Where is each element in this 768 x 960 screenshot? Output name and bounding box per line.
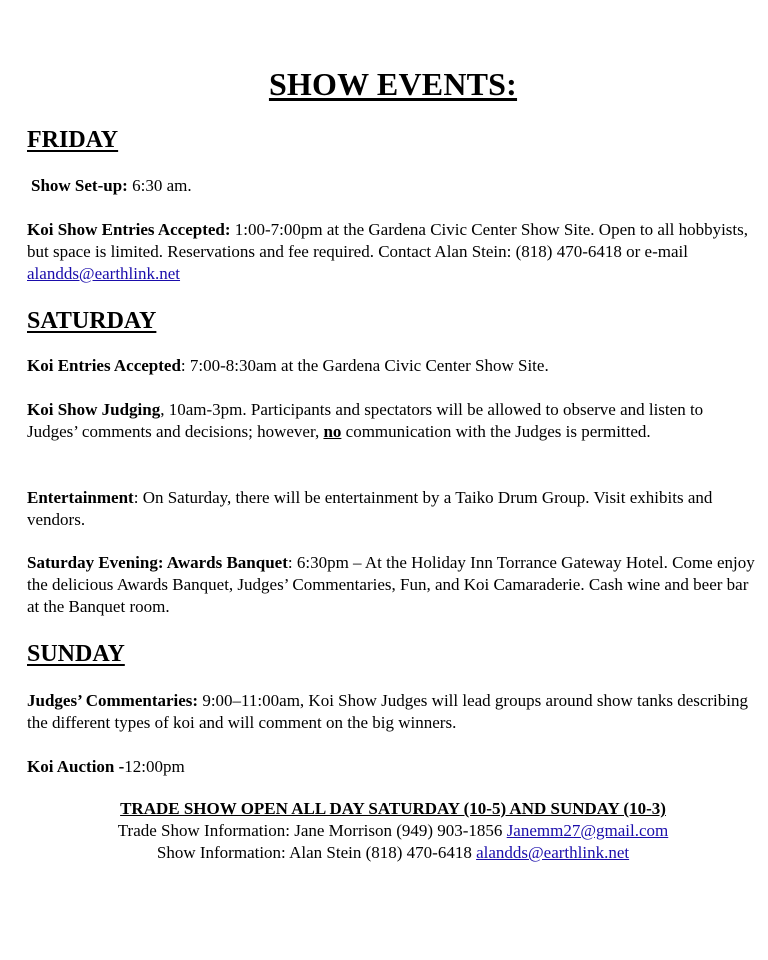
friday-setup-label: Show Set-up: [31,176,128,195]
sunday-auction [27,756,757,778]
sunday-commentaries-label: Judges’ Commentaries: [27,691,199,710]
saturday-judging [27,399,757,443]
sunday-heading: SUNDAY [27,641,125,667]
sunday-commentaries-text: 9:00–11:00am, Koi Show Judges will lead groups around show tanks describing the different types of koi and will comment on the big winners. [27,691,749,732]
saturday-entries-label: Koi Entries Accepted [27,356,181,375]
trade-show-headline: TRADE SHOW OPEN ALL DAY SATURDAY (10-5) AND SUNDAY (10-3) [120,799,666,818]
saturday-entries-text: : 7:00-8:30am at the Gardena Civic Center Show Site. [180,356,549,375]
show-info-text: Show Information: Alan Stein (818) 470-6418 [156,843,477,862]
saturday-judging-text-after: communication with the Judges is permitted. [341,422,651,441]
saturday-entertainment-text: : On Saturday, there will be entertainment by a Taiko Drum Group. Visit exhibits and vendors. [27,488,713,529]
saturday-judging-emphasis: no [323,422,342,441]
saturday-entries [27,355,757,377]
friday-setup-text: 6:30 am. [127,176,192,195]
show-info [0,842,768,864]
friday-email-link[interactable]: alandds@earthlink.net [27,264,181,283]
page-title: SHOW EVENTS: [268,66,518,102]
saturday-heading: SATURDAY [27,308,157,334]
saturday-judging-text-before: , 10am-3pm. Participants and spectators will be allowed to observe and listen to Judges’ comments and decisions; however, [27,400,704,441]
saturday-banquet-text: : 6:30pm – At the Holiday Inn Torrance Gateway Hotel. Come enjoy the delicious Awards Banquet, Judges’ Commentaries, Fun, and Koi Camaraderie. Cash wine and beer bar at the Banquet room. [27,553,755,616]
trade-email-link[interactable]: Janemm27@gmail.com [506,821,669,840]
friday-entries-text: 1:00-7:00pm at the Gardena Civic Center Show Site. Open to all hobbyists, but space is limited. Reservations and fee required. Contact Alan Stein: (818) 470-6418 or e-mail [27,220,749,261]
saturday-banquet-label: Saturday Evening: Awards Banquet [27,553,288,572]
friday-setup [31,175,761,197]
friday-entries [27,219,757,285]
sunday-commentaries [27,690,757,734]
friday-heading: FRIDAY [27,127,119,153]
trade-show-info [0,820,768,842]
sunday-auction-text: 12:00pm [124,757,185,776]
sunday-auction-label: Koi Auction - [27,757,125,776]
show-email-link[interactable]: alandds@earthlink.net [476,843,630,862]
saturday-judging-label: Koi Show Judging [27,400,161,419]
friday-entries-label: Koi Show Entries Accepted: [27,220,231,239]
footer [0,798,768,864]
saturday-entertainment [27,487,757,531]
saturday-entertainment-label: Entertainment [27,488,134,507]
saturday-banquet [27,552,757,618]
trade-show-info-text: Trade Show Information: Jane Morrison (949) 903-1856 [117,821,507,840]
